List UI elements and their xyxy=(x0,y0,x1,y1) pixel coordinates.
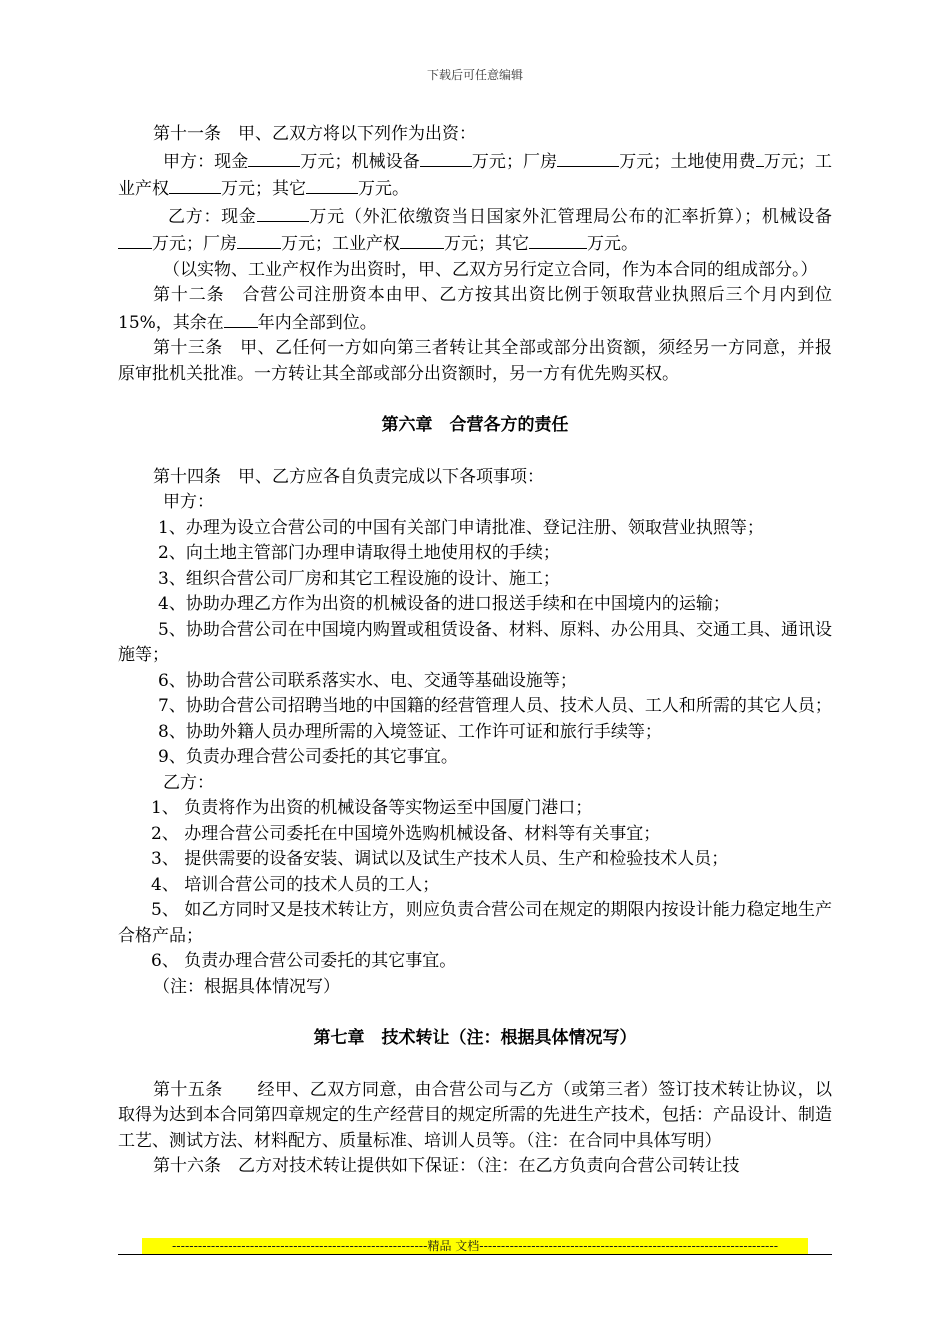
party-a-item: 4、协助办理乙方作为出资的机械设备的进口报送手续和在中国境内的运输； xyxy=(158,594,730,614)
party-b-label: 乙方： xyxy=(163,772,214,793)
article-11-party-a: 甲方：现金 万元；机械设备 万元；厂房 万元；土地使用费 万元；工业产权 万元；其它 万元。 xyxy=(118,148,832,203)
page-header: 下载后可任意编辑 xyxy=(426,68,523,82)
blank-machinery-a xyxy=(420,148,472,167)
party-a-item: 3、组织合营公司厂房和其它工程设施的设计、施工； xyxy=(158,568,560,589)
party-a-item: 8、协助外籍人员办理所需的入境签证、工作许可证和旅行手续等； xyxy=(158,721,662,742)
document-body xyxy=(118,122,832,1180)
article-12: 第十二条 合营公司注册资本由甲、乙方按其出资比例于领取营业执照后三个月内到位15%，其余在 年内全部到位。 xyxy=(118,285,832,333)
blank-ip-a xyxy=(169,175,221,194)
party-a-item: 7、协助合营公司招聘当地的中国籍的经营管理人员、技术人员、工人和所需的其它人员； xyxy=(158,696,832,716)
blank-other-b xyxy=(529,230,587,249)
chapter-7-heading: 第七章 技术转让（注：根据具体情况写） xyxy=(313,1028,637,1048)
party-b-item: 3、 提供需要的设备安装、调试以及试生产技术人员、生产和检验技术人员； xyxy=(151,849,729,869)
article-14-note: （注：根据具体情况写） xyxy=(153,976,340,997)
blank-ip-b xyxy=(400,230,444,249)
party-b-item: 2、 办理合营公司委托在中国境外选购机械设备、材料等有关事宜； xyxy=(151,823,661,844)
blank-machinery-b xyxy=(118,230,152,249)
party-a-item: 2、向土地主管部门办理申请取得土地使用权的手续； xyxy=(158,543,560,563)
party-b-item: 1、 负责将作为出资的机械设备等实物运至中国厦门港口； xyxy=(151,798,593,818)
footer-rule xyxy=(118,1254,832,1255)
blank-cash-a xyxy=(248,148,300,167)
article-14-title: 第十四条 甲、乙方应各自负责完成以下各项事项： xyxy=(153,466,544,487)
party-a-item: 1、办理为设立合营公司的中国有关部门申请批准、登记注册、领取营业执照等； xyxy=(158,517,764,538)
party-b-item: 5、 如乙方同时又是技术转让方，则应负责合营公司在规定的期限内按设计能力稳定地生产合格产品； xyxy=(118,900,832,946)
party-a-item: 9、负责办理合营公司委托的其它事宜。 xyxy=(158,747,458,767)
article-15: 第十五条 经甲、乙双方同意，由合营公司与乙方（或第三者）签订技术转让协议，以取得为达到本合同第四章规定的生产经营目的规定所需的先进生产技术，包括：产品设计、制造工艺、测试方法、材料配方、质量标准、培训人员等。（注：在合同中具体写明） xyxy=(118,1079,832,1151)
blank-other-a xyxy=(306,175,358,194)
blank-cash-b xyxy=(257,203,309,222)
party-a-label: 甲方： xyxy=(163,492,214,512)
article-13: 第十三条 甲、乙任何一方如向第三者转让其全部或部分出资额，须经另一方同意，并报原审批机关批准。一方转让其全部或部分出资额时，另一方有优先购买权。 xyxy=(118,338,832,384)
party-b-item: 4、 培训合营公司的技术人员的工人； xyxy=(151,874,440,895)
blank-plant-a xyxy=(557,148,619,167)
article-11-party-b: 乙方：现金 万元（外汇依缴资当日国家外汇管理局公布的汇率折算）；机械设备万元；厂房 万元；工业产权 万元；其它 万元。 xyxy=(118,203,832,258)
article-16: 第十六条 乙方对技术转让提供如下保证：（注：在乙方负责向合营公司转让技 xyxy=(153,1156,740,1176)
article-11-note: （以实物、工业产权作为出资时，甲、乙双方另行定立合同，作为本合同的组成部分。） xyxy=(163,259,818,280)
blank-years xyxy=(224,309,258,328)
party-a-item: 6、协助合营公司联系落实水、电、交通等基础设施等； xyxy=(158,670,577,691)
footer-label: 精品 文档 xyxy=(427,1239,480,1253)
chapter-6-heading: 第六章 合营各方的责任 xyxy=(381,415,569,435)
blank-plant-b xyxy=(237,230,281,249)
party-b-item: 6、 负责办理合营公司委托的其它事宜。 xyxy=(151,951,457,971)
footer-banner: -----------------------------------------------------------精品 文档--------------------------------------------------------------------- xyxy=(142,1238,808,1254)
party-a-item: 5、协助合营公司在中国境内购置或租赁设备、材料、原料、办公用具、交通工具、通讯设施等； xyxy=(118,619,832,665)
blank-land-a xyxy=(756,148,764,167)
article-11-title: 第十一条 甲、乙双方将以下列作为出资： xyxy=(153,124,476,144)
